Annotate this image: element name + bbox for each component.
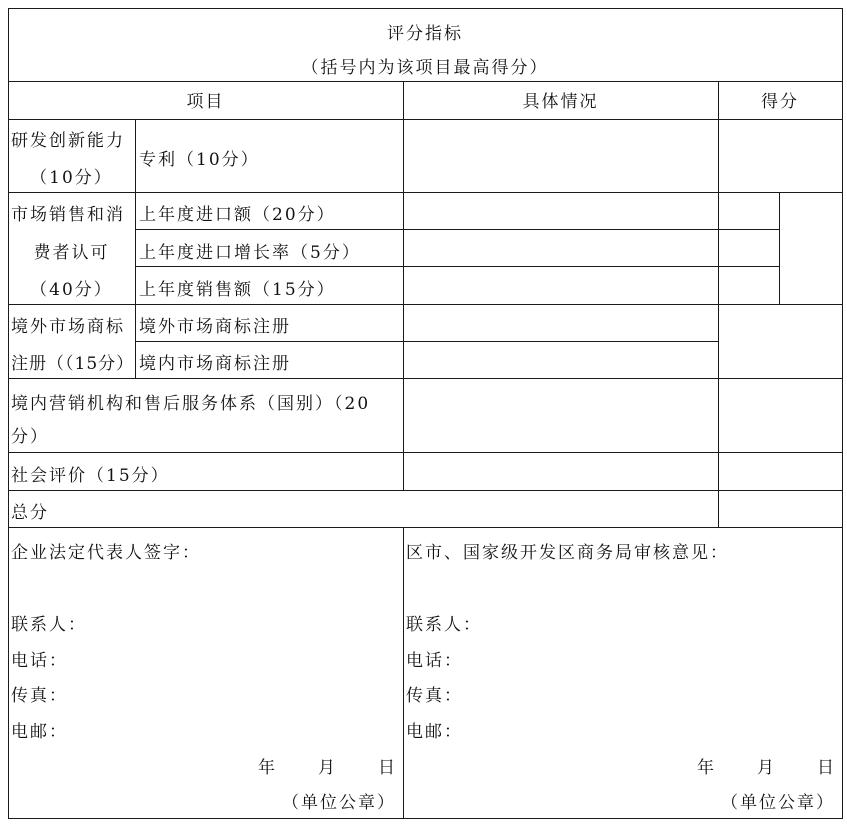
right-date-line: 年 月 日 — [697, 758, 837, 778]
left-phone-label: 电话： — [11, 651, 68, 671]
score-cell-sales-amount[interactable] — [719, 267, 778, 303]
category-innovation-line2: （10分） — [30, 168, 113, 188]
left-contact-label: 联系人： — [11, 615, 87, 635]
table-title: 评分指标 — [387, 24, 463, 44]
category-trademark-line1: 境外市场商标 — [11, 317, 125, 337]
grid-line — [842, 8, 843, 819]
right-phone-label: 电话： — [406, 651, 463, 671]
grid-line — [135, 119, 136, 378]
left-company-seal: （单位公章） — [282, 793, 396, 813]
bureau-review-label: 区市、国家级开发区商务局审核意见： — [406, 543, 729, 563]
grid-line — [8, 8, 9, 819]
grid-line — [8, 818, 842, 819]
grid-line — [8, 192, 842, 193]
grid-line — [8, 8, 842, 9]
category-market-line3: （40分） — [30, 280, 113, 300]
grid-line — [779, 192, 780, 304]
item-social-evaluation: 社会评价（15分） — [11, 466, 170, 486]
table-subtitle: （括号内为该项目最高得分） — [301, 58, 549, 78]
left-date-line: 年 月 日 — [258, 758, 398, 778]
grid-line — [135, 266, 780, 267]
right-email-label: 电邮： — [406, 722, 463, 742]
score-cell-import-amount[interactable] — [719, 193, 778, 228]
item-patent: 专利（10分） — [139, 150, 260, 170]
grid-line — [8, 304, 842, 305]
grid-line — [135, 341, 719, 342]
grid-line — [135, 229, 780, 230]
column-header-detail: 具体情况 — [522, 92, 599, 112]
left-fax-label: 传真： — [11, 686, 68, 706]
column-header-score: 得分 — [761, 92, 799, 112]
detail-cell-patent[interactable] — [404, 120, 717, 191]
category-trademark-line2: 注册（（15分） — [11, 354, 135, 374]
score-cell-service[interactable] — [719, 379, 841, 451]
left-email-label: 电邮： — [11, 722, 68, 742]
right-contact-label: 联系人： — [406, 615, 482, 635]
legal-rep-signature-label: 企业法定代表人签字： — [11, 543, 201, 563]
item-domestic-trademark: 境内市场商标注册 — [139, 354, 291, 374]
score-cell-import-growth[interactable] — [719, 230, 778, 265]
score-cell-social[interactable] — [719, 453, 841, 489]
category-market-line1: 市场销售和消 — [11, 205, 125, 225]
item-import-growth: 上年度进口增长率（5分） — [139, 243, 361, 263]
item-foreign-trademark: 境外市场商标注册 — [139, 317, 291, 337]
item-import-amount: 上年度进口额（20分） — [139, 205, 336, 225]
column-header-item: 项目 — [186, 92, 225, 112]
right-fax-label: 传真： — [406, 686, 463, 706]
item-total: 总分 — [11, 503, 49, 523]
grid-line — [8, 452, 842, 453]
grid-line — [8, 81, 842, 82]
grid-line — [8, 527, 842, 528]
right-company-seal: （单位公章） — [721, 793, 835, 813]
score-cell-total[interactable] — [719, 491, 841, 526]
item-sales-amount: 上年度销售额（15分） — [139, 280, 336, 300]
category-market-line2: 费者认可 — [33, 243, 110, 263]
category-innovation-line1: 研发创新能力 — [11, 131, 125, 151]
grid-line — [8, 378, 842, 379]
item-service-line1: 境内营销机构和售后服务体系（国别）（20 — [11, 394, 371, 414]
grid-line — [8, 490, 842, 491]
score-cell-patent[interactable] — [719, 120, 841, 191]
item-service-line2: 分） — [11, 427, 49, 447]
